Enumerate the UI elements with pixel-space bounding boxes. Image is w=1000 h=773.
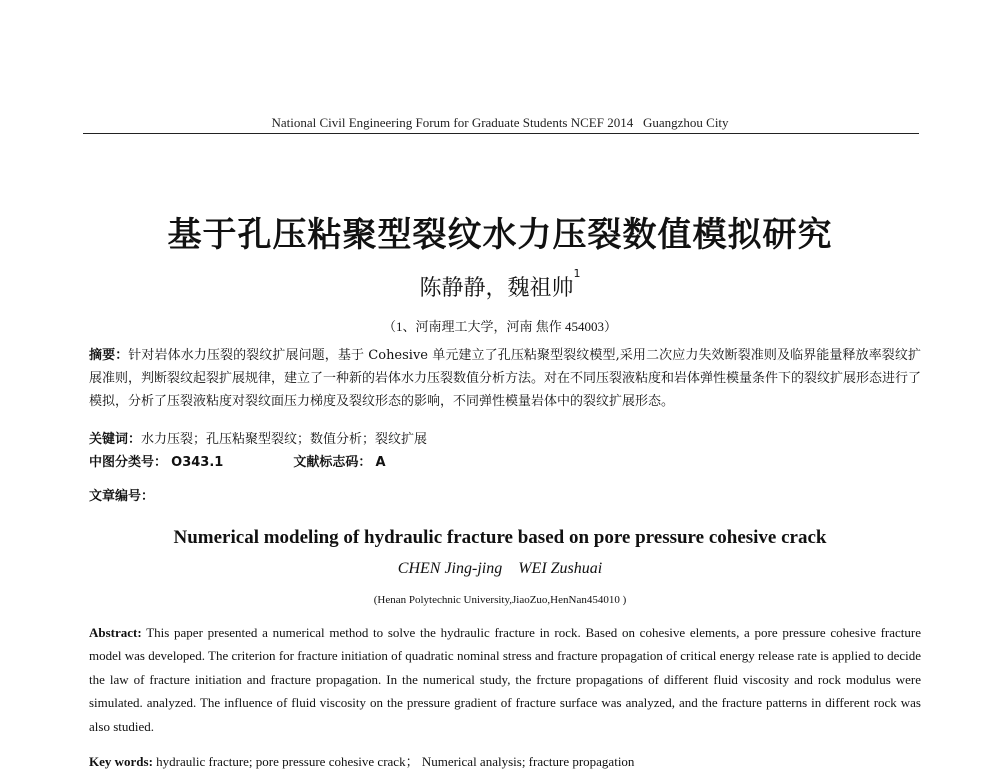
author-affiliation-marker: 1 [573,267,581,280]
clc-label: 中图分类号： [89,455,168,470]
title-english: Numerical modeling of hydraulic fracture based on pore pressure cohesive crack [173,527,827,548]
affiliation-chinese: （1、河南理工大学，河南 焦作 454003） [382,319,617,334]
keywords-label-chinese: 关键词： [89,432,142,447]
keywords-text-english: hydraulic fracture; pore pressure cohesive crack； Numerical analysis; fracture propagation [156,754,635,769]
abstract-chinese [89,344,921,413]
abstract-text-chinese: 针对岩体水力压裂的裂纹扩展问题，基于 Cohesive 单元建立了孔压粘聚型裂纹模型,采用二次应力失效断裂准则及临界能量释放率裂纹扩展准则，判断裂纹起裂扩展规律，建立了一种新的岩体水力压裂数值分析方法。对在不同压裂液粘度和岩体弹性模量条件下的裂纹扩展形态进行了模拟，分析了压裂液粘度对裂纹面压力梯度及裂纹形态的影响，不同弹性模量岩体中的裂纹扩展形态。 [89,348,922,409]
authors-chinese [0,267,1000,302]
keywords-chinese [89,428,921,451]
affiliation-english: (Henan Polytechnic University,JiaoZuo,HenNan454010 ) [373,594,627,606]
author-names-chinese: 陈静静，魏祖帅 [419,276,574,301]
abstract-label-chinese: 摘要： [89,348,129,363]
header-rule [83,133,919,134]
doc-code-value: A [375,455,386,470]
clc-value: O343.1 [171,455,224,470]
keywords-text-chinese: 水力压裂；孔压粘聚型裂纹；数值分析；裂纹扩展 [141,432,428,447]
running-header: National Civil Engineering Forum for Graduate Students NCEF 2014 Guangzhou City [271,115,729,130]
abstract-english [89,621,921,738]
classification-line [89,451,921,474]
title-chinese: 基于孔压粘聚型裂纹水力压裂数值模拟研究 [167,215,833,255]
article-number-label: 文章编号： [89,489,155,504]
abstract-label-english: Abstract: [89,625,142,640]
abstract-text-english: This paper presented a numerical method to solve the hydraulic fracture in rock. Based on cohesive elements, a pore pressure cohesive fracture model was developed. The criterion for fracture initiation of quadratic nominal stress and fracture propagation of critical energy release rate is applied to decide the law of fracture initiation and fracture propagation. In the numerical study, the frcture propagations of different fluid viscosity and rock modulus were simulated. analyzed. The influence of fluid viscosity on the pressure gradient of fracture surface was analyzed, and the fracture patterns in different rock was also studied. [89,625,921,734]
doc-code-label: 文献标志码： [293,455,372,470]
article-number [89,485,921,508]
keywords-label-english: Key words: [89,754,153,769]
authors-english: CHEN Jing-jing WEI Zushuai [397,560,603,577]
